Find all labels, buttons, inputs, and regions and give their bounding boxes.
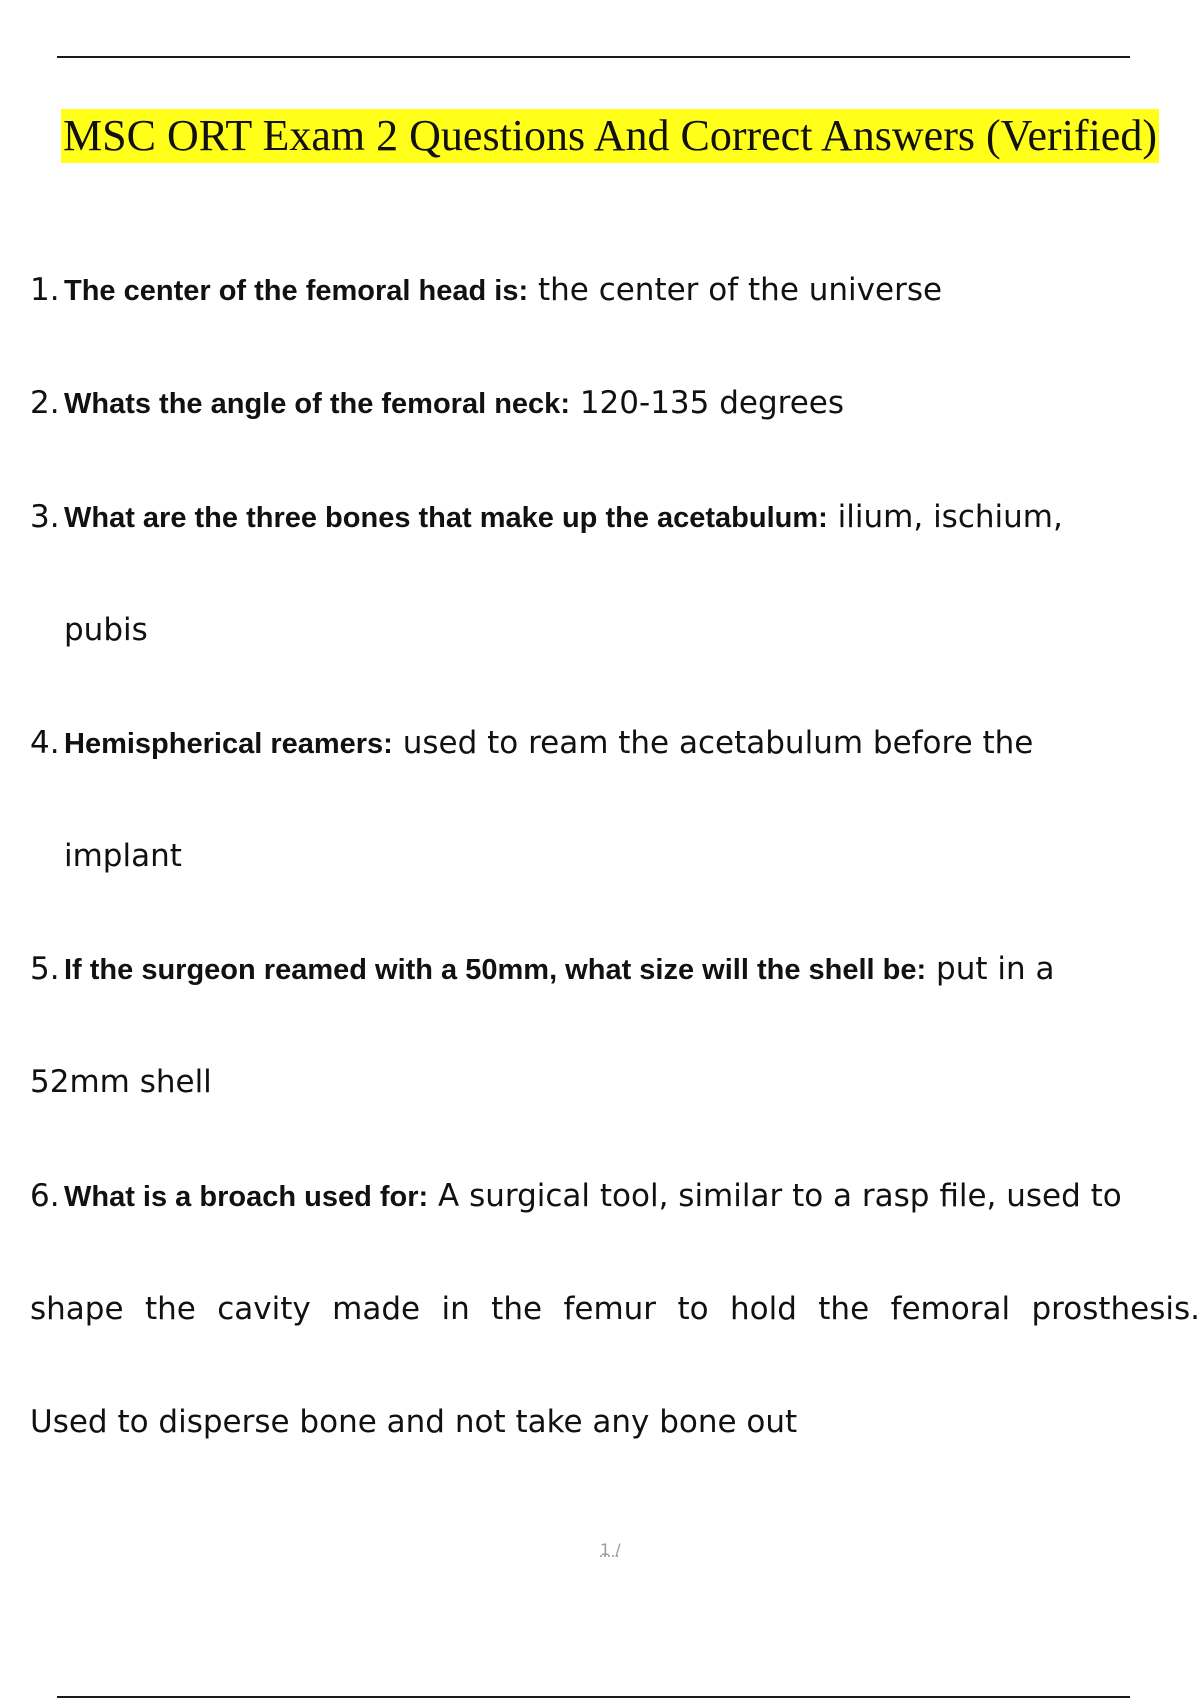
item-answer-continued: pubis: [64, 612, 148, 648]
answer-word: to: [677, 1291, 709, 1327]
item-answer-continued: 52mm shell: [30, 1064, 212, 1100]
item-answer: 120-135 degrees: [569, 385, 845, 421]
answer-word: femur: [563, 1291, 657, 1327]
list-item: [30, 497, 1063, 538]
item-question: What are the three bones that make up the acetabulum:: [64, 502, 828, 534]
item-question: Whats the angle of the femoral neck:: [64, 388, 570, 420]
bottom-rule: [57, 1696, 1130, 1698]
list-item: [30, 270, 942, 311]
item-number: 4.: [30, 725, 60, 761]
list-item: [30, 949, 1054, 990]
item-answer: ilium, ischium,: [827, 499, 1063, 535]
list-item: [30, 723, 1033, 764]
answer-word: femoral: [890, 1291, 1011, 1327]
item-question: If the surgeon reamed with a 50mm, what size will the shell be:: [64, 954, 927, 986]
list-item: [30, 383, 844, 424]
item-answer-continued: implant: [64, 838, 182, 874]
item-number: 2.: [30, 385, 60, 421]
item-answer-justified-line: [30, 1289, 1200, 1329]
answer-word: hold: [729, 1291, 797, 1327]
title-highlight: [61, 109, 1159, 163]
page-number: 1 /: [600, 1540, 621, 1559]
answer-word: the: [144, 1291, 196, 1327]
top-rule: [57, 56, 1130, 58]
item-answer: A surgical tool, similar to a rasp file, used to: [428, 1178, 1122, 1214]
item-question: What is a broach used for:: [64, 1181, 429, 1213]
answer-word: in: [441, 1291, 470, 1327]
answer-word: the: [818, 1291, 870, 1327]
answer-word: shape: [30, 1291, 124, 1327]
item-question: The center of the femoral head is:: [64, 275, 529, 307]
item-answer: put in a: [926, 951, 1055, 987]
item-answer-continued: Used to disperse bone and not take any bone out: [30, 1404, 798, 1440]
answer-word: prosthesis.: [1031, 1291, 1200, 1327]
item-answer: used to ream the acetabulum before the: [392, 725, 1034, 761]
item-number: 3.: [30, 499, 60, 535]
answer-word: cavity: [217, 1291, 311, 1327]
document-title: MSC ORT Exam 2 Questions And Correct Answers (Verified): [63, 111, 1157, 160]
answer-word: made: [332, 1291, 421, 1327]
item-number: 6.: [30, 1178, 60, 1214]
item-number: 1.: [30, 272, 60, 308]
list-item: [30, 1176, 1122, 1217]
answer-word: the: [491, 1291, 543, 1327]
item-question: Hemispherical reamers:: [64, 728, 393, 760]
item-answer: the center of the universe: [528, 272, 943, 308]
item-number: 5.: [30, 951, 60, 987]
